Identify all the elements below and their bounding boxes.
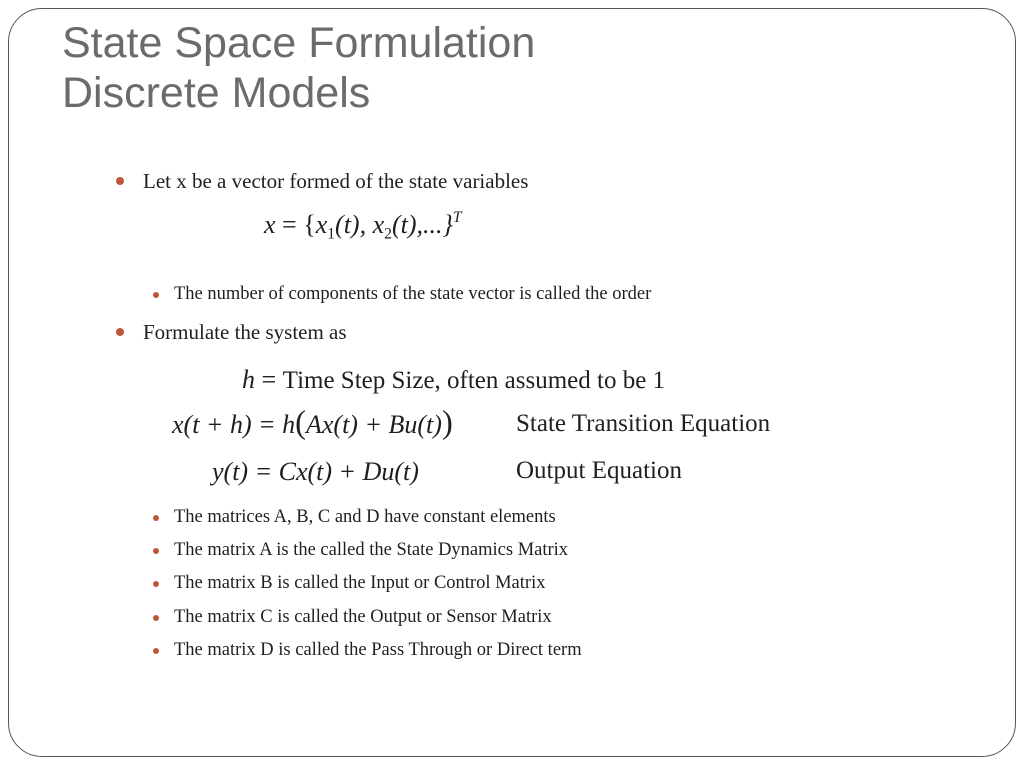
bullet-text: Let x be a vector formed of the state variables xyxy=(143,169,529,193)
bullet-text: The matrices A, B, C and D have constant elements xyxy=(174,507,556,527)
eq-var-h: h xyxy=(242,365,255,394)
eq-arg-2: (t),...} xyxy=(391,210,453,239)
eq-arg-1: (t), xyxy=(335,210,373,239)
slide-title xyxy=(62,18,535,118)
bullet-state-vector xyxy=(143,169,528,194)
bullet-dot xyxy=(153,292,159,298)
eq-equals: = { xyxy=(275,210,316,239)
label-output-equation: Output Equation xyxy=(516,457,682,484)
eq-sub-2: 2 xyxy=(384,225,392,243)
bullet-dot xyxy=(153,515,159,521)
eq-output-lhs: y(t) = Cx(t) + Du(t) xyxy=(212,457,419,486)
eq-equals: = xyxy=(255,365,283,394)
eq-sub-1: 1 xyxy=(327,225,336,243)
title-line-1: State Space Formulation xyxy=(62,19,536,67)
equation-output xyxy=(212,457,419,487)
bullet-text: The number of components of the state vector is called the order xyxy=(174,284,652,304)
bullet-matrix-a xyxy=(174,540,568,561)
bullet-dot xyxy=(153,581,159,587)
title-line-2: Discrete Models xyxy=(62,69,371,117)
bullet-order xyxy=(174,284,651,305)
bullet-matrix-d xyxy=(174,640,582,661)
bullet-text: Formulate the system as xyxy=(143,320,347,344)
equation-state-vector xyxy=(264,209,462,243)
bullet-text: The matrix A is the called the State Dynamics Matrix xyxy=(174,540,569,560)
bullet-dot xyxy=(153,648,159,654)
eq-var-x1: x xyxy=(315,210,328,239)
eq-step-description: Time Step Size, often assumed to be 1 xyxy=(282,367,666,394)
eq-var-x2: x xyxy=(372,210,385,239)
bullet-formulate xyxy=(143,320,347,345)
bullet-matrix-b xyxy=(174,573,545,594)
bullet-dot xyxy=(116,177,124,185)
bullet-text: The matrix B is called the Input or Control Matrix xyxy=(174,573,546,593)
label-state-transition: State Transition Equation xyxy=(516,410,771,437)
eq-transition-lhs: x(t + h) = h xyxy=(172,410,296,439)
bullet-dot xyxy=(116,328,124,336)
eq-paren-close: ) xyxy=(441,405,453,441)
eq-paren-open: ( xyxy=(295,405,306,441)
bullet-dot xyxy=(153,548,159,554)
equation-state-transition xyxy=(172,405,453,441)
bullet-text: The matrix C is called the Output or Sensor Matrix xyxy=(174,607,552,627)
bullet-dot xyxy=(153,615,159,621)
eq-var-x: x xyxy=(264,210,276,239)
bullet-matrix-c xyxy=(174,607,552,628)
eq-transpose: T xyxy=(452,209,462,227)
bullet-matrices-constant xyxy=(174,507,556,528)
bullet-text: The matrix D is called the Pass Through or Direct term xyxy=(174,640,582,660)
equation-step-size xyxy=(242,365,665,395)
eq-transition-body: Ax(t) + Bu(t) xyxy=(306,410,442,439)
